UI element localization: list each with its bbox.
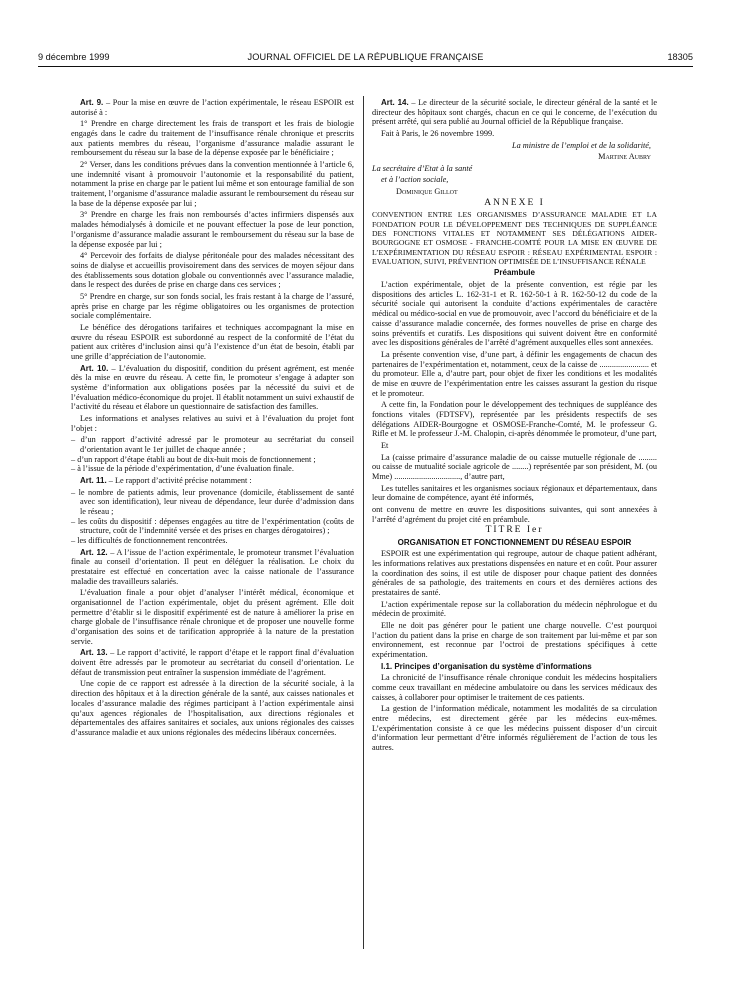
minister-title: La ministre de l’emploi et de la solidarité, <box>511 140 651 150</box>
article-10-title: Art. 10. <box>80 363 109 373</box>
article-9-item-1: 1° Prendre en charge directement les frais de transport et les frais de biologie engagés dans le cadre du traitement de l’insuffisance rénale chronique et prescrits aux patients membres du réseau, l’organisme d’assurance maladie assurant le remboursement du réseau sur la base de la dépense exposée par le bénéficiaire ; <box>71 119 354 158</box>
list-item: – d’un rapport d’activité adressé par le promoteur au secrétariat du conseil d’orientation avant le 1er juillet de chaque année ; <box>71 435 354 454</box>
preamble-paragraph-3: A cette fin, la Fondation pour le développement des techniques de suppléance des fonctions vitales (FDTSFV), représentée par les présidents respectifs de ses délégations AIDER-Bourgogne et OSMOSE-Franche-Comté, M. le professeur G. Rifle et M. le professeur J.-M. Chalopin, ci-après dénommée le promoteur, d’une part, <box>372 400 657 439</box>
preamble-paragraph-5: Les tutelles sanitaires et les organismes sociaux régionaux et départementaux, dans leur domaine de compétence, ayant été informés, <box>372 483 657 503</box>
annexe-title: ANNEXE I <box>484 197 545 208</box>
article-12-title: Art. 12. <box>80 547 108 557</box>
article-9-title: Art. 9. <box>80 98 104 107</box>
article-9-item-5: 5° Prendre en charge, sur son fonds social, les frais restant à la charge de l’assuré, après prise en charge par les régime obligatoires ou les organismes de protection sociale complémentaire. <box>71 291 354 321</box>
preamble-heading: Préambule <box>494 268 535 278</box>
header-date: 9 décembre 1999 <box>38 52 110 62</box>
system-paragraph-2: La gestion de l’information médicale, notamment les modalités de sa circulation entre médecins, est directement gérée par les médecins eux-mêmes. L’expérimentation consiste à ce que les médecins puissent disposer d’un circuit d’information leur permettant d’être informés régulièrement de l’action de tous les autres. <box>372 704 657 753</box>
article-11-title: Art. 11. <box>80 475 107 485</box>
list-item: – le nombre de patients admis, leur provenance (domicile, établissement de santé avec son identification), leur niveau de dépendance, leur durée d’admission dans le réseau ; <box>71 487 354 516</box>
article-9-intro: Art. 9. – Pour la mise en œuvre de l’action expérimentale, le réseau ESPOIR est autorisé à : <box>71 98 355 117</box>
titre-1: TITRE Ier <box>485 525 544 536</box>
system-paragraph-1: La chronicité de l’insuffisance rénale chronique conduit les médecins hospitaliers comme ceux travaillant en médecine ambulatoire ou dans les services médicaux des caisses, à collaborer pour optimiser le traitement de ces patients. <box>372 673 657 702</box>
article-9-item-4: 4° Percevoir des forfaits de dialyse péritonéale pour des malades nécessitant des soins de dialyse et accueillis provisoirement dans des services de moyen séjour dans des établissements sous dotation globale ou conventionnés avec l’assurance maladie, dans le respect des durées de prise en charge dans ces services ; <box>71 251 354 290</box>
article-11-intro: Art. 11. – Le rapport d’activité précise notamment : <box>80 475 252 485</box>
list-item: – à l’issue de la période d’expérimentation, d’une évaluation finale. <box>71 464 294 474</box>
page-header <box>38 52 693 64</box>
secretary-name: Dominique Gillot <box>396 186 458 196</box>
minister-name: Martine Aubry <box>598 152 651 162</box>
article-10-intro: Art. 10. – L’évaluation du dispositif, condition du présent agrément, est menée dès la mise en œuvre du réseau. A cette fin, le promoteur s’engage à adapter son système d’information aux obligations posées par la nécessité du suivi et de l’évaluation médico-économique du projet. Il établit notamment un suivi exhaustif de l’activité du réseau et élabore un questionnaire de satisfaction des familles. <box>71 363 354 412</box>
organisation-paragraph-1: ESPOIR est une expérimentation qui regroupe, autour de chaque patient adhérant, les informations relatives aux prestations dispensées en nature et en coût. Pour assurer la coordination des soins, il est utile de disposer pour chaque patient des données générales de sa pathologie, des traitements en cours et des dernières actions des prestataires de santé. <box>372 549 657 598</box>
article-12-paragraph: L’évaluation finale a pour objet d’analyser l’intérêt médical, économique et organisationnel de l’action expérimentale, objet du présent agrément. Elle doit permettre d’établir si le dispositif expérimenté est de nature à améliorer la prise en charge globale de l’insuffisance rénale chronique et de proposer une nouvelle forme d’organisation des soins et de tarification appropriée à la nature de la prestation servie. <box>71 588 354 646</box>
list-item: – les difficultés de fonctionnement rencontrées. <box>71 536 228 546</box>
article-9-paragraph: Le bénéfice des dérogations tarifaires et techniques accompagnant la mise en œuvre du réseau ESPOIR est subordonné au respect de la conformité de l’état du patient aux critères d’inclusion ainsi qu’à l’existence d’un état de besoin, établi par une grille d’appréciation de l’autonomie. <box>71 322 354 361</box>
article-14-title: Art. 14. <box>381 98 409 107</box>
organisation-paragraph-3: Elle ne doit pas générer pour le patient une charge nouvelle. C’est pourquoi l’action du patient dans la prise en charge de son traitement par lui-même et par son environnement, est reconnue par l’octroi de prestations spécifiques à cette expérimentation. <box>372 621 657 660</box>
secretary-title-line-2: et à l’action sociale, <box>381 175 449 185</box>
article-14-intro: Art. 14. – Le directeur de la sécurité sociale, le directeur général de la santé et le directeur des hôpitaux sont chargés, chacun en ce qui le concerne, de l’exécution du présent arrêté, qui sera publié au Journal officiel de la République française. <box>372 98 657 127</box>
article-13-paragraph: Une copie de ce rapport est adressée à la direction de la sécurité sociale, à la direction des hôpitaux et à la direction générale de la santé, aux caisses nationales et locales d’assurance maladie des régimes participant à l’action expérimentale ainsi qu’aux agences régionales de l’hospitalisation, aux directions régionales et départementales des affaires sanitaires et sociales, aux unions régionales des caisses d’assurance maladie et aux unions régionales des médecins libéraux concernées. <box>71 679 354 737</box>
preamble-paragraph-2: La présente convention vise, d’une part, à définir les engagements de chacun des partenaires de l’expérimentation et, notamment, ceux de la caisse de ........................ et du promoteur. Elle a, d’autre part, pour objet de fixer les conditions et les modalités de mise en œuvre de l’expérimentation entre les caisses assurant la gestion du risque et le promoteur. <box>372 349 657 398</box>
list-item: – les coûts du dispositif : dépenses engagées au titre de l’expérimentation (coûts de structure, coût de l’indemnité versée et des prises en charges dérogatoires) ; <box>71 516 354 536</box>
left-column <box>71 98 354 740</box>
article-10-paragraph: Les informations et analyses relatives au suivi et à l’évaluation du projet font l’objet : <box>71 413 354 433</box>
article-9-item-3: 3° Prendre en charge les frais non remboursés d’actes infirmiers dispensés aux malades hémodialysés à domicile et ne pouvant effectuer la pose de leur ponction, l’organisme d’assurance maladie assurant le remboursement du réseau sur la base de la dépense exposée par lui ; <box>71 210 354 249</box>
secretary-title-line-1: La secrétaire d’Etat à la santé <box>372 163 473 173</box>
convention-title: CONVENTION ENTRE LES ORGANISMES D’ASSURANCE MALADIE ET LA FONDATION POUR LE DÉVELOPPEMENT DES TECHNIQUES DE SUPPLÉANCE DES FONCTIONS VITALES ET NOTAMMENT SES DÉLÉGATIONS AIDER-BOURGOGNE ET OSMOSE - FRANCHE-COMTÉ POUR LA MISE EN ŒUVRE DE L’EXPÉRIMENTATION DU RÉSEAU ESPOIR : RÉSEAU EXPÉRIMENTAL ESPOIR : EVALUATION, SUIVI, PRÉVENTION OPTIMISÉE DE L’INSUFFISANCE RÉNALE <box>372 210 657 267</box>
section-1-1-heading: I.1. Principes d’organisation du système d’informations <box>381 661 592 671</box>
preamble-et: Et <box>381 441 389 450</box>
column-divider <box>363 96 364 949</box>
header-page-number: 18305 <box>667 52 693 62</box>
header-journal-title: JOURNAL OFFICIEL DE LA RÉPUBLIQUE FRANÇAISE <box>247 52 484 62</box>
preamble-paragraph-1: L’action expérimentale, objet de la présente convention, est régie par les dispositions des articles L. 162-31-1 et R. 162-50-1 à R. 162-50-12 du code de la sécurité sociale qui autorisent la conduite d’actions expérimentales de caractère médical ou médico-social en vue de promouvoir, avec l’accord du bénéficiaire et de la caisse d’assurance maladie concernée, des formes nouvelles de prise en charge des soins préventifs et curatifs. Les dispositions qui suivent doivent être en conformité avec les dispositions générales de l’arrêté d’agrément auxquelles elles sont annexées. <box>372 280 657 348</box>
article-13-title: Art. 13. <box>80 648 108 658</box>
article-12-intro: Art. 12. – A l’issue de l’action expérimentale, le promoteur transmet l’évaluation finale au conseil d’orientation. Il peut en déléguer la réalisation. Le choix du prestataire est effectué en concertation avec la caisse nationale de l’assurance maladie des travailleurs salariés. <box>71 547 354 586</box>
organisation-paragraph-2: L’action expérimentale repose sur la collaboration du médecin néphrologue et du médecin de proximité. <box>372 599 657 619</box>
signature-date: Fait à Paris, le 26 novembre 1999. <box>381 129 495 138</box>
right-column <box>372 98 657 755</box>
preamble-paragraph-4: La (caisse primaire d’assurance maladie de ou caisse mutuelle régionale de ......... ou caisse de mutualité sociale agricole de ........) représentée par son président, M. (ou Mme) ................................, d’autre part, <box>372 452 657 481</box>
article-10-list <box>71 435 354 474</box>
titre-1-heading: ORGANISATION ET FONCTIONNEMENT DU RÉSEAU ESPOIR <box>397 537 632 547</box>
preamble-paragraph-6: ont convenu de mettre en œuvre les dispositions suivantes, qui sont annexées à l’arrêté d’agrément du projet cité en préambule. <box>372 504 657 524</box>
article-13-intro: Art. 13. – Le rapport d’activité, le rapport d’étape et le rapport final d’évaluation doivent être adressés par le promoteur au secrétariat du conseil d’orientation. Le défaut de transmission peut entraîner la suspension immédiate de l’agrément. <box>71 648 354 677</box>
article-11-list <box>71 488 354 546</box>
header-rule <box>38 66 693 67</box>
list-item: – d’un rapport d’étape établi au bout de dix-huit mois de fonctionnement ; <box>71 454 316 464</box>
article-9-item-2: 2° Verser, dans les conditions prévues dans la convention mentionnée à l’article 6, une indemnité visant à promouvoir l’autonomie et la responsabilité du patient, notamment la prise en charge par le patient lui même et son entourage familial de son traitement, l’organisme d’assurance maladie assurant le remboursement du réseau sur la base de la dépense exposée par lui ; <box>71 160 354 208</box>
